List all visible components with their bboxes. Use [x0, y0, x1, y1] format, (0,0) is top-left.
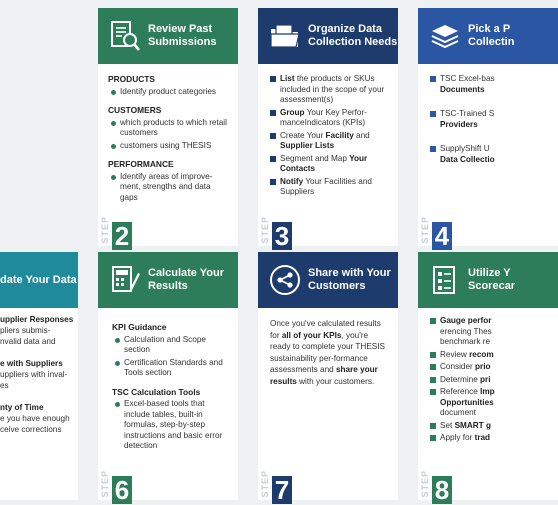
- body-line: es: [0, 381, 9, 390]
- list-item: TSC-Trained S Providers: [428, 109, 500, 130]
- list-item: SupplyShift U Data Collectio: [428, 144, 500, 165]
- scorecard-icon: [428, 263, 462, 297]
- card-header: [418, 252, 558, 308]
- step-label: STEP: [100, 216, 110, 244]
- title-line: Share with Your: [308, 267, 391, 279]
- card-title: [468, 267, 515, 293]
- card-footer: [98, 470, 238, 505]
- step-label: STEP: [420, 470, 430, 498]
- card-footer: [98, 216, 238, 251]
- body-line: e you have enough: [0, 414, 70, 423]
- title-line: Utilize Y: [468, 267, 511, 279]
- list-item: Consider prio: [428, 362, 500, 373]
- card-header: [258, 252, 398, 308]
- step-number: 7: [272, 476, 292, 504]
- list-item: Identify areas of improve-ment, strengths and data gaps: [108, 172, 230, 204]
- section-heading: PRODUCTS: [108, 74, 155, 84]
- step-number: 2: [112, 222, 132, 250]
- card-header: [98, 252, 238, 308]
- step-label: STEP: [260, 470, 270, 498]
- calculator-icon: [108, 263, 142, 297]
- title-line: Pick a P: [468, 23, 511, 35]
- list-item: Excel-based tools that include tables, built-in formulas, step-by-step instructions and basic error detection: [112, 399, 230, 452]
- list-item: Reference Imp Opportunities document: [428, 387, 500, 419]
- title-line: Customers: [308, 280, 366, 292]
- step-label: STEP: [420, 216, 430, 244]
- list-item: which products to which retail customers: [108, 118, 230, 139]
- title-line: Results: [148, 280, 188, 292]
- step-label: STEP: [100, 470, 110, 498]
- list-item: Certification Standards and Tools section: [112, 358, 230, 379]
- body-line: pliers submis-: [0, 326, 51, 335]
- section-heading: PERFORMANCE: [108, 159, 174, 169]
- list-item: Notify Your Facilities and Suppliers: [268, 177, 390, 198]
- card-title: [468, 23, 514, 49]
- card-pick-collection-method: [418, 8, 558, 251]
- list-item: Set SMART g: [428, 421, 500, 432]
- title-line: Scorecar: [468, 280, 516, 292]
- body-line: nvalid data and: [0, 337, 56, 346]
- body-line: [0, 347, 78, 358]
- card-title: date Your Data: [0, 273, 77, 286]
- body-line: e with Suppliers: [0, 359, 63, 368]
- card-body: [98, 70, 238, 205]
- body-line: nty of Time: [0, 403, 44, 412]
- body-line: [0, 391, 78, 402]
- search-document-icon: [108, 19, 142, 53]
- stack-icon: [428, 19, 462, 53]
- list-item: TSC Excel-bas Documents: [428, 74, 500, 95]
- card-body: [258, 314, 398, 387]
- card-header: [0, 252, 78, 308]
- step-number: 3: [272, 222, 292, 250]
- title-line: Collection Needs: [308, 36, 398, 48]
- folder-icon: [268, 19, 302, 53]
- list-item: Apply for trad: [428, 433, 500, 444]
- title-line: Review Past: [148, 23, 213, 35]
- title-line: Submissions: [148, 36, 217, 48]
- list-item: Segment and Map Your Contacts: [268, 154, 390, 175]
- card-header: [418, 8, 558, 64]
- card-utilize-scorecard: [418, 252, 558, 505]
- card-body: [0, 314, 78, 435]
- card-body: [418, 70, 500, 167]
- card-body: [98, 314, 238, 454]
- section-heading: KPI Guidance: [112, 322, 167, 332]
- card-validate-data: [0, 252, 78, 500]
- card-calculate-results: [98, 252, 238, 505]
- card-organize-data-collection: [258, 8, 398, 251]
- card-footer: [418, 470, 558, 505]
- list-item: Group Your Key Perfor-manceIndicators (KPIs): [268, 108, 390, 129]
- list-item: Gauge perfor erencing Thes benchmark re: [428, 316, 500, 348]
- list-item: Calculation and Scope section: [112, 335, 230, 356]
- section-heading: TSC Calculation Tools: [112, 386, 201, 397]
- title-line: Collectin: [468, 36, 515, 48]
- list-item: List the products or SKUs included in the scope of your assessment(s): [268, 74, 390, 106]
- body-line: upplier Responses: [0, 315, 74, 324]
- list-item: Create Your Facility and Supplier Lists: [268, 131, 390, 152]
- list-item: Identify product categories: [108, 87, 230, 98]
- body-line: uppliers with inval-: [0, 370, 68, 379]
- card-title: [148, 267, 224, 293]
- card-footer: [258, 470, 398, 505]
- list-item: Review recom: [428, 350, 500, 361]
- card-review-past-submissions: [98, 8, 238, 251]
- step-label: STEP: [260, 216, 270, 244]
- share-paragraph: Once you've calculated results for all of your KPIs, you're ready to complete your THESIS sustainability per-formance assessments and share your results with your customers.: [270, 319, 385, 386]
- card-body: [418, 314, 500, 446]
- card-body: [258, 70, 398, 200]
- title-line: Calculate Your: [148, 267, 225, 279]
- card-title: [308, 23, 397, 49]
- title-line: Organize Data: [308, 23, 382, 35]
- step-number: 4: [432, 222, 452, 250]
- card-share-with-customers: [258, 252, 398, 505]
- card-footer: [418, 216, 558, 251]
- body-line: ceive corrections: [0, 425, 62, 434]
- card-header: [258, 8, 398, 64]
- card-title: [148, 23, 216, 49]
- card-footer: [258, 216, 398, 251]
- section-heading: CUSTOMERS: [108, 105, 162, 115]
- card-header: [98, 8, 238, 64]
- step-number: 8: [432, 476, 452, 504]
- list-item: Determine pri: [428, 375, 500, 386]
- list-item: customers using THESIS: [108, 141, 230, 152]
- share-icon: [268, 263, 302, 297]
- card-title: [308, 267, 391, 293]
- step-number: 6: [112, 476, 132, 504]
